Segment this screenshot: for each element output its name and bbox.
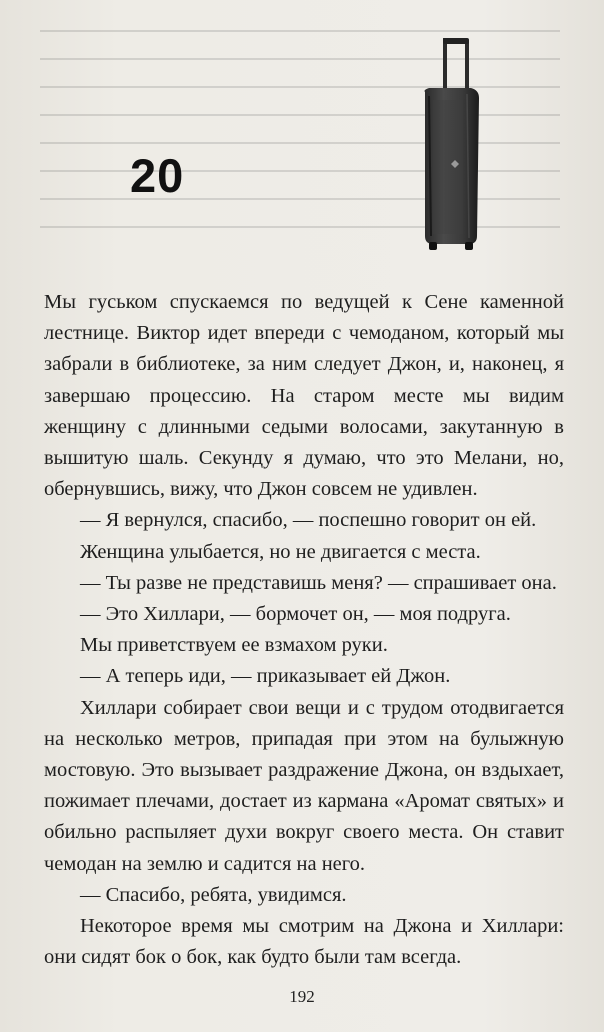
paragraph: Некоторое время мы смотрим на Джона и Хиллари: они сидят бок о бок, как будто были там всегда. bbox=[44, 915, 564, 969]
paragraph: Мы гуськом спускаемся по ведущей к Сене каменной лестнице. Виктор идет впереди с чемоданом, который мы забрали в библиотеке, за ним следует Джон, и, наконец, я завершаю процессию. На старом месте мы видим женщину с длинными седыми волосами, закутанную в вышитую шаль. Секунду я думаю, что это Мелани, но, обернувшись, вижу, что Джон совсем не удивлен. bbox=[44, 291, 564, 501]
paragraph: Хиллари собирает свои вещи и с трудом отодвигается на несколько метров, припадая при этом на булыжную мостовую. Это вызывает раздражение Джона, он вздыхает, пожимает плечами, достает из кармана «Аромат святых» и обильно распыляет духи вокруг своего места. Он ставит чемодан на землю и садится на него. bbox=[44, 696, 564, 875]
body-text bbox=[44, 287, 564, 973]
paragraph: — Спасибо, ребята, увидимся. bbox=[80, 883, 347, 906]
paragraph: Женщина улыбается, но не двигается с места. bbox=[80, 540, 481, 563]
paragraph: — А теперь иди, — приказывает ей Джон. bbox=[80, 665, 451, 688]
paragraph: Мы приветствуем ее взмахом руки. bbox=[80, 634, 388, 657]
page-number: 192 bbox=[289, 987, 315, 1006]
suitcase-icon bbox=[415, 36, 483, 252]
chapter-number: 20 bbox=[130, 149, 185, 202]
paragraph: — Ты разве не представишь меня? — спрашивает она. bbox=[80, 571, 557, 594]
paragraph: — Я вернулся, спасибо, — поспешно говорит он ей. bbox=[80, 509, 537, 532]
paragraph: — Это Хиллари, — бормочет он, — моя подруга. bbox=[80, 603, 511, 626]
